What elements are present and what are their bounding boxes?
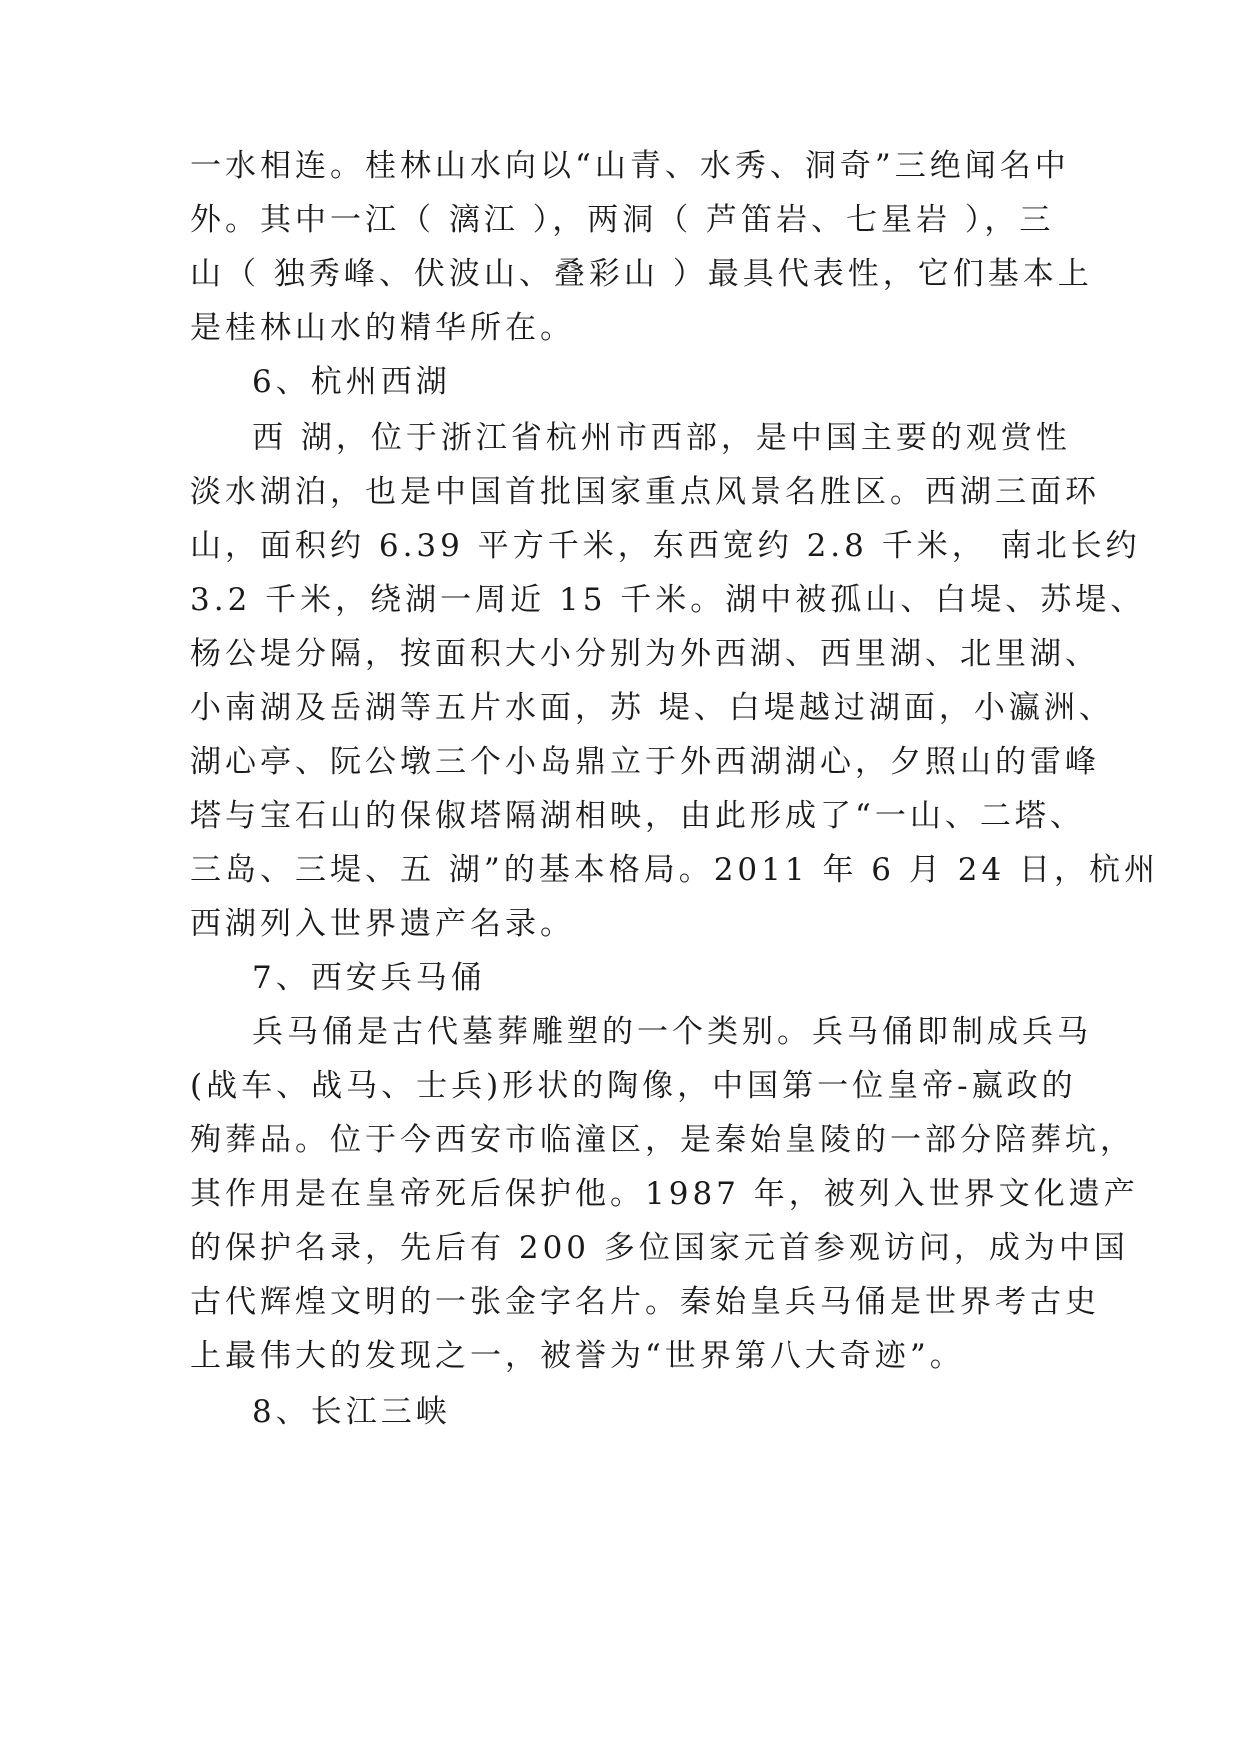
paragraph-line: 其作用是在皇帝死后保护他。1987 年，被列入世界文化遗产	[190, 1176, 1139, 1212]
paragraph-line: 塔与宝石山的保俶塔隔湖相映，由此形成了“一山、二塔、	[190, 798, 1085, 834]
paragraph-line: 古代辉煌文明的一张金字名片。秦始皇兵马俑是世界考古史	[190, 1284, 1100, 1320]
paragraph-line: 的保护名录，先后有 200 多位国家元首参观访问，成为中国	[190, 1230, 1129, 1266]
paragraph-line: 西 湖，位于浙江省杭州市西部，是中国主要的观赏性	[252, 420, 1071, 456]
paragraph-line: 小南湖及岳湖等五片水面，苏 堤、白堤越过湖面，小瀛洲、	[190, 690, 1114, 726]
paragraph-line: 三岛、三堤、五 湖”的基本格局。2011 年 6 月 24 日，杭州	[190, 852, 1160, 888]
paragraph-line: 湖心亭、阮公墩三个小岛鼎立于外西湖湖心，夕照山的雷峰	[190, 744, 1100, 780]
section-heading-hangzhou-west-lake: 6、杭州西湖	[252, 364, 451, 400]
paragraph-line: 山（ 独秀峰、伏波山、叠彩山 ）最具代表性，它们基本上	[190, 256, 1093, 292]
section-heading-yangtze-three-gorges: 8、长江三峡	[252, 1394, 451, 1430]
paragraph-line: 外。其中一江（ 漓江 ），两洞（ 芦笛岩、七星岩 ），三	[190, 202, 1055, 238]
paragraph-line: 一水相连。桂林山水向以“山青、水秀、洞奇”三绝闻名中	[190, 148, 1070, 184]
paragraph-line: 淡水湖泊，也是中国首批国家重点风景名胜区。西湖三面环	[190, 474, 1100, 510]
paragraph-line: 山，面积约 6.39 平方千米，东西宽约 2.8 千米， 南北长约	[190, 528, 1141, 564]
paragraph-line: 杨公堤分隔，按面积大小分别为外西湖、西里湖、北里湖、	[190, 636, 1100, 672]
paragraph-line: 上最伟大的发现之一，被誉为“世界第八大奇迹”。	[190, 1338, 965, 1374]
paragraph-line: 兵马俑是古代墓葬雕塑的一个类别。兵马俑即制成兵马	[252, 1014, 1092, 1050]
paragraph-line: 是桂林山水的精华所在。	[190, 310, 575, 346]
paragraph-line: (战车、战马、士兵)形状的陶像，中国第一位皇帝-嬴政的	[190, 1068, 1077, 1104]
section-heading-xian-terracotta-warriors: 7、西安兵马俑	[252, 960, 486, 996]
paragraph-line: 3.2 千米，绕湖一周近 15 千米。湖中被孤山、白堤、苏堤、	[190, 582, 1146, 618]
paragraph-line: 殉葬品。位于今西安市临潼区，是秦始皇陵的一部分陪葬坑，	[190, 1122, 1135, 1158]
paragraph-line: 西湖列入世界遗产名录。	[190, 906, 575, 942]
